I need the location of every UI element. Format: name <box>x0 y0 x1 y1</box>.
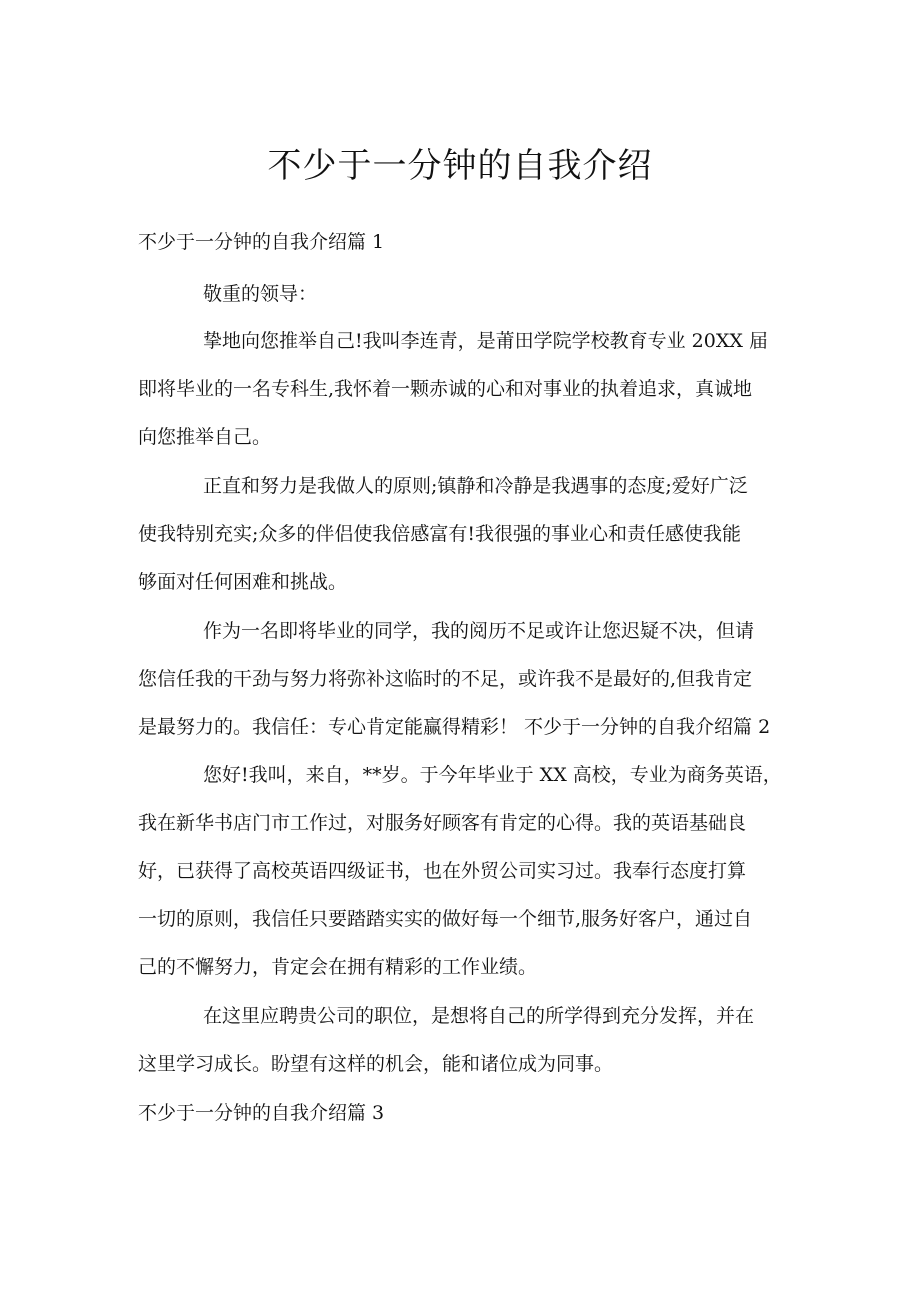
paragraph-3-line-1: 作为一名即将毕业的同学，我的阅历不足或许让您迟疑不决，但请 <box>203 620 755 642</box>
paragraph-2-line-2: 使我特别充实;众多的伴侣使我倍感富有!我很强的事业心和责任感使我能 <box>138 523 742 545</box>
paragraph-4-line-4: 一切的原则，我信任只要踏踏实实的做好每一个细节,服务好客户，通过自 <box>138 908 753 930</box>
paragraph-4-line-2: 我在新华书店门市工作过，对服务好顾客有肯定的心得。我的英语基础良 <box>138 812 747 834</box>
paragraph-2-line-1: 正直和努力是我做人的原则;镇静和冷静是我遇事的态度;爱好广泛 <box>203 475 748 497</box>
section-heading-1: 不少于一分钟的自我介绍篇 1 <box>138 231 385 253</box>
paragraph-1-line-3: 向您推举自己。 <box>138 426 272 448</box>
paragraph-1-line-1: 挚地向您推举自己!我叫李连青，是莆田学院学校教育专业 20XX 届 <box>203 330 768 352</box>
paragraph-5-line-1: 在这里应聘贵公司的职位，是想将自己的所学得到充分发挥，并在 <box>203 1005 755 1027</box>
paragraph-5-line-2: 这里学习成长。盼望有这样的机会，能和诸位成为同事。 <box>138 1053 614 1075</box>
paragraph-4-line-1: 您好!我叫，来自，**岁。于今年毕业于 XX 高校，专业为商务英语， <box>203 764 782 786</box>
page-title: 不少于一分钟的自我介绍 <box>267 146 653 186</box>
paragraph-3-line-3: 是最努力的。我信任：专心肯定能赢得精彩！ 不少于一分钟的自我介绍篇 2 <box>138 716 771 738</box>
paragraph-2-line-3: 够面对任何困难和挑战。 <box>138 571 348 593</box>
paragraph-4-line-3: 好，已获得了高校英语四级证书，也在外贸公司实习过。我奉行态度打算 <box>138 860 747 882</box>
salutation: 敬重的领导： <box>203 283 318 305</box>
section-heading-3: 不少于一分钟的自我介绍篇 3 <box>138 1102 385 1124</box>
paragraph-4-line-5: 己的不懈努力，肯定会在拥有精彩的工作业绩。 <box>138 956 538 978</box>
paragraph-3-line-2: 您信任我的干劲与努力将弥补这临时的不足，或许我不是最好的,但我肯定 <box>138 668 753 690</box>
paragraph-1-line-2: 即将毕业的一名专科生,我怀着一颗赤诚的心和对事业的执着追求，真诚地 <box>138 378 753 400</box>
